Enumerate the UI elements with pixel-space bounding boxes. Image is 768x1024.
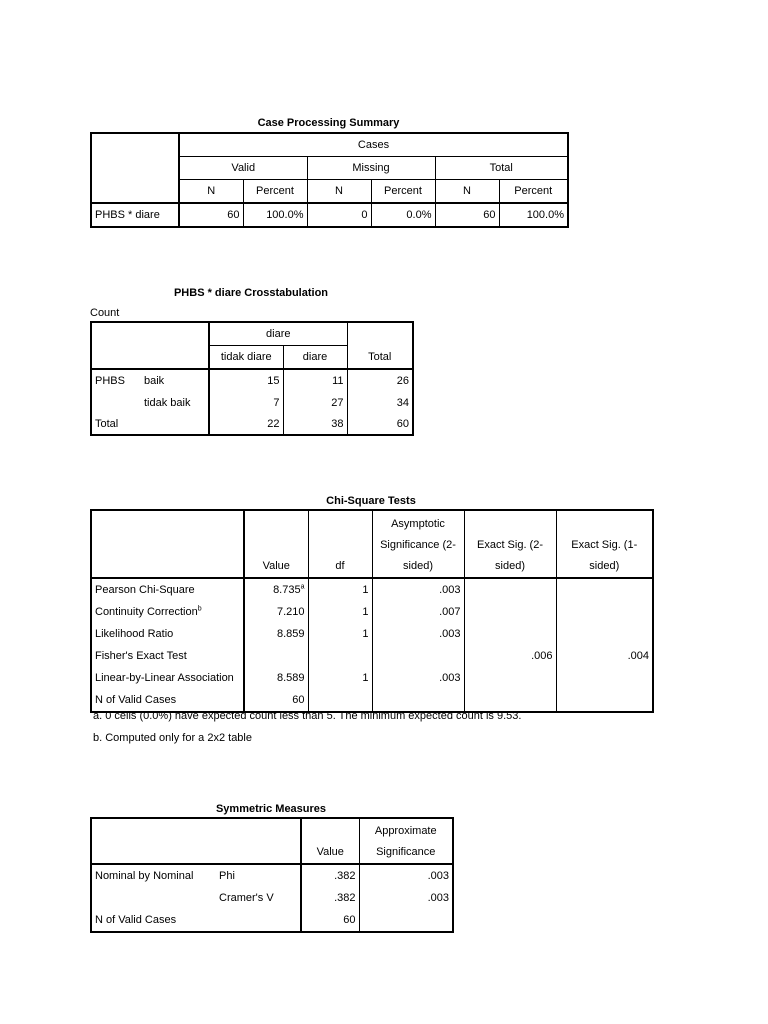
chi-row-label-text: Linear-by-Linear Association — [95, 672, 234, 684]
crosstab-cell: 27 — [283, 392, 347, 414]
chi-row-label-text: N of Valid Cases — [95, 694, 177, 706]
chi-asymptotic-header — [372, 510, 464, 578]
chi-exact2-line: sided) — [495, 560, 525, 572]
chi-exact1-cell — [556, 689, 653, 712]
cps-valid-header: Valid — [179, 157, 307, 180]
crosstab-title: PHBS * diare Crosstabulation — [173, 287, 329, 299]
chi-df-cell — [308, 645, 372, 667]
chi-exact1-line: Exact Sig. (1- — [571, 539, 638, 551]
chi-corner-cell — [91, 510, 244, 578]
crosstab-row-label: baik — [141, 369, 209, 392]
sym-row-label: Cramer's V — [216, 887, 301, 909]
chi-row-label — [91, 667, 244, 689]
cps-cell: 0.0% — [371, 203, 435, 227]
chi-asym-cell: .003 — [372, 667, 464, 689]
cps-missing-header: Missing — [307, 157, 435, 180]
chi-df-cell: 1 — [308, 578, 372, 601]
chi-df-cell: 1 — [308, 601, 372, 623]
cps-cases-header: Cases — [179, 133, 568, 157]
table-row — [91, 203, 568, 227]
chi-asym-cell: .007 — [372, 601, 464, 623]
cps-percent-header: Percent — [371, 180, 435, 204]
chi-square-title: Chi-Square Tests — [326, 495, 416, 507]
crosstab-count-label: Count — [90, 307, 120, 319]
chi-row-label-text: Continuity Correction — [95, 606, 198, 618]
crosstab-total-header: Total — [347, 322, 413, 369]
chi-exact2-cell — [464, 689, 556, 712]
chi-row-label — [91, 578, 244, 601]
sym-value-cell: .382 — [301, 864, 359, 887]
crosstab-cell: 34 — [396, 397, 409, 409]
crosstab-row-label: tidak baik — [141, 392, 209, 414]
chi-exact1-cell — [556, 667, 653, 689]
chi-value-cell — [244, 645, 308, 667]
chi-asym-cell: .003 — [372, 623, 464, 645]
sym-corner-cell — [91, 818, 301, 864]
chi-exact1-cell — [556, 578, 653, 601]
crosstab-col-tidak-diare: tidak diare — [209, 346, 283, 370]
chi-exact2-line: Exact Sig. (2- — [476, 539, 544, 551]
cps-n-header: N — [435, 180, 499, 204]
sym-sig-cell: .003 — [427, 870, 449, 882]
table-row — [91, 909, 453, 932]
footnote-marker: b — [197, 605, 202, 613]
table-row — [91, 601, 653, 623]
chi-asymptotic-line: Significance (2- — [380, 539, 456, 551]
chi-value-cell — [244, 623, 308, 645]
chi-exact2-cell — [464, 623, 556, 645]
chi-asym-cell: .003 — [372, 578, 464, 601]
chi-row-label-text: Pearson Chi-Square — [95, 584, 195, 596]
table-row — [91, 864, 453, 887]
case-processing-summary-table — [90, 132, 569, 228]
crosstab-col-diare: diare — [283, 346, 347, 370]
sym-value-cell: .382 — [301, 887, 359, 909]
chi-value-header: Value — [244, 510, 308, 578]
chi-value-text: 7.210 — [276, 606, 305, 618]
chi-footnote-a: a. 0 cells (0.0%) have expected count less than 5. The minimum expected count is 9.53. — [93, 710, 522, 722]
chi-value-text: 60 — [292, 694, 305, 706]
cps-cell: 100.0% — [243, 203, 307, 227]
chi-exact1-cell — [556, 623, 653, 645]
chi-row-label-text: Fisher's Exact Test — [95, 650, 187, 662]
footnote-marker: a — [300, 583, 305, 591]
chi-exact2-cell — [464, 601, 556, 623]
cps-cell: 60 — [179, 203, 243, 227]
chi-value-text: 8.589 — [276, 672, 305, 684]
crosstab-cell: 15 — [209, 369, 283, 392]
chi-exact2-cell — [464, 578, 556, 601]
chi-asymptotic-line: Asymptotic — [391, 518, 445, 530]
chi-exact2-header — [464, 510, 556, 578]
chi-exact2-cell: .006 — [464, 645, 556, 667]
cps-n-header: N — [307, 180, 371, 204]
table-row — [91, 645, 653, 667]
sym-n-value: 60 — [301, 909, 359, 932]
chi-value-text: 8.859 — [276, 628, 305, 640]
table-row — [91, 414, 413, 435]
crosstab-row-group: PHBS — [95, 375, 125, 387]
chi-df-cell: 1 — [308, 667, 372, 689]
table-row — [91, 689, 653, 712]
cps-corner-cell — [91, 133, 179, 203]
sym-n-label: N of Valid Cases — [91, 909, 301, 932]
crosstab-cell: 11 — [283, 369, 347, 392]
crosstab-cell: 38 — [283, 414, 347, 435]
cps-cell: 0 — [307, 203, 371, 227]
sym-row-label: Phi — [216, 864, 301, 887]
cps-percent-header: Percent — [243, 180, 307, 204]
chi-row-label-text: Likelihood Ratio — [95, 628, 174, 640]
chi-value-text: 8.735 — [273, 584, 301, 596]
chi-row-label — [91, 645, 244, 667]
table-row — [91, 369, 413, 392]
chi-exact2-cell — [464, 667, 556, 689]
cps-percent-header: Percent — [499, 180, 568, 204]
table-row — [91, 667, 653, 689]
table-row — [91, 578, 653, 601]
cps-row-label: PHBS * diare — [91, 203, 179, 227]
symmetric-measures-table — [90, 817, 454, 933]
crosstab-cell: 60 — [396, 418, 409, 430]
chi-asym-cell — [372, 689, 464, 712]
sym-approx-line: Approximate — [374, 825, 437, 837]
crosstab-corner-cell — [91, 322, 209, 369]
crosstab-diare-header: diare — [209, 322, 347, 346]
crosstab-cell: 26 — [396, 375, 409, 387]
chi-exact1-cell — [556, 601, 653, 623]
chi-exact1-line: sided) — [589, 560, 620, 572]
chi-value-cell — [244, 601, 308, 623]
chi-value-cell — [244, 689, 308, 712]
sym-sig-cell: .003 — [427, 892, 449, 904]
symmetric-measures-title: Symmetric Measures — [215, 803, 327, 815]
crosstab-table — [90, 321, 414, 436]
table-row — [91, 623, 653, 645]
cps-total-header: Total — [435, 157, 568, 180]
cps-n-header: N — [179, 180, 243, 204]
chi-asym-cell — [372, 645, 464, 667]
case-processing-summary-title: Case Processing Summary — [257, 117, 400, 129]
chi-exact1-cell: .004 — [627, 650, 649, 662]
sym-approx-header — [359, 818, 453, 864]
sym-group-label: Nominal by Nominal — [95, 870, 194, 882]
chi-asymptotic-line: sided) — [403, 560, 433, 572]
sym-value-header: Value — [301, 818, 359, 864]
chi-df-header: df — [308, 510, 372, 578]
crosstab-total-row-label: Total — [91, 414, 209, 435]
chi-value-cell — [244, 667, 308, 689]
chi-df-cell: 1 — [308, 623, 372, 645]
chi-row-label — [91, 689, 244, 712]
sym-empty-cell — [359, 909, 453, 932]
chi-footnote-b: b. Computed only for a 2x2 table — [93, 732, 252, 744]
chi-df-cell — [308, 689, 372, 712]
cps-cell: 100.0% — [526, 209, 564, 221]
chi-square-table — [90, 509, 654, 713]
cps-cell: 60 — [435, 203, 499, 227]
chi-exact1-header — [556, 510, 653, 578]
chi-value-cell — [244, 578, 308, 601]
crosstab-cell: 7 — [209, 392, 283, 414]
sym-approx-line: Significance — [376, 846, 436, 858]
chi-row-label — [91, 623, 244, 645]
chi-row-label — [91, 601, 244, 623]
crosstab-cell: 22 — [209, 414, 283, 435]
